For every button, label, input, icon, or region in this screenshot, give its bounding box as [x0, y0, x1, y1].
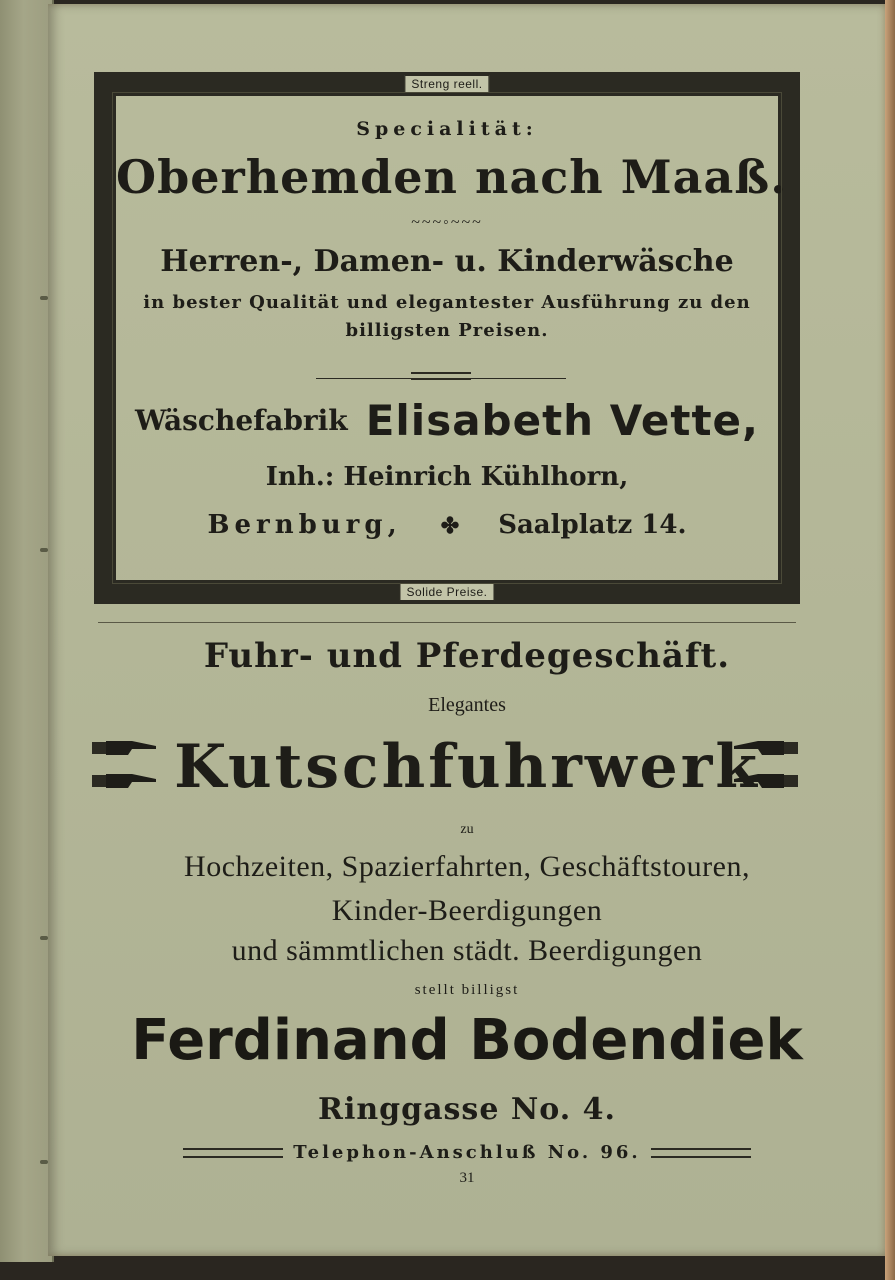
divider-ornament — [411, 372, 471, 380]
binding-stitch — [40, 548, 48, 552]
book-spine — [0, 0, 54, 1262]
page-edge — [885, 0, 895, 1280]
binding-stitch — [40, 296, 48, 300]
frame-tag-top: Streng reell. — [404, 75, 489, 93]
intro-word: Elegantes — [428, 694, 506, 716]
business-heading: Fuhr- und Pferdegeschäft. — [203, 636, 731, 676]
double-rule — [183, 1148, 283, 1158]
flourish-ornament-icon: ✤ — [440, 513, 460, 539]
offer-note: stellt billigst — [414, 982, 520, 998]
occasions-line-3: und sämmtlichen städt. Beerdigungen — [231, 934, 703, 967]
preposition: zu — [460, 822, 474, 837]
telephone-line — [48, 1142, 886, 1163]
quality-line-1: in bester Qualität und elegantester Ausführung zu den — [143, 292, 751, 313]
firm-prefix: Wäschefabrik — [135, 404, 348, 437]
specialty-label: Specialität: — [356, 118, 538, 140]
advert-frame — [94, 72, 800, 604]
headline: Oberhemden nach Maaß. — [116, 150, 788, 204]
firm-name: Elisabeth Vette, — [365, 396, 759, 445]
city: Bernburg, — [207, 510, 402, 540]
quality-line-2: billigsten Preisen. — [345, 320, 549, 341]
street: Saalplatz 14. — [498, 510, 687, 540]
main-offer: Kutschfuhrwerk — [174, 732, 760, 802]
binding-stitch — [40, 936, 48, 940]
proprietor-name: Ferdinand Bodendiek — [131, 1008, 803, 1073]
subheading: Herren-, Damen- u. Kinderwäsche — [160, 244, 734, 279]
page-number: 31 — [459, 1170, 475, 1186]
double-rule — [651, 1148, 751, 1158]
swirl-ornament-icon: ~~~◦~~~ — [411, 214, 483, 231]
telephone-number: Telephon-Anschluß No. 96. — [293, 1142, 641, 1163]
address-line — [116, 510, 778, 540]
proprietor-address: Ringgasse No. 4. — [318, 1092, 616, 1127]
occasions-line-2: Kinder-Beerdigungen — [331, 894, 603, 927]
frame-tag-bottom: Solide Preise. — [399, 583, 494, 601]
owner-line: Inh.: Heinrich Kühlhorn, — [265, 462, 629, 492]
advert-carriage — [48, 622, 886, 1222]
book-page — [48, 4, 886, 1256]
binding-stitch — [40, 1160, 48, 1164]
firm-line — [116, 396, 778, 445]
occasions-line-1: Hochzeiten, Spazierfahrten, Geschäftstouren, — [184, 850, 750, 883]
